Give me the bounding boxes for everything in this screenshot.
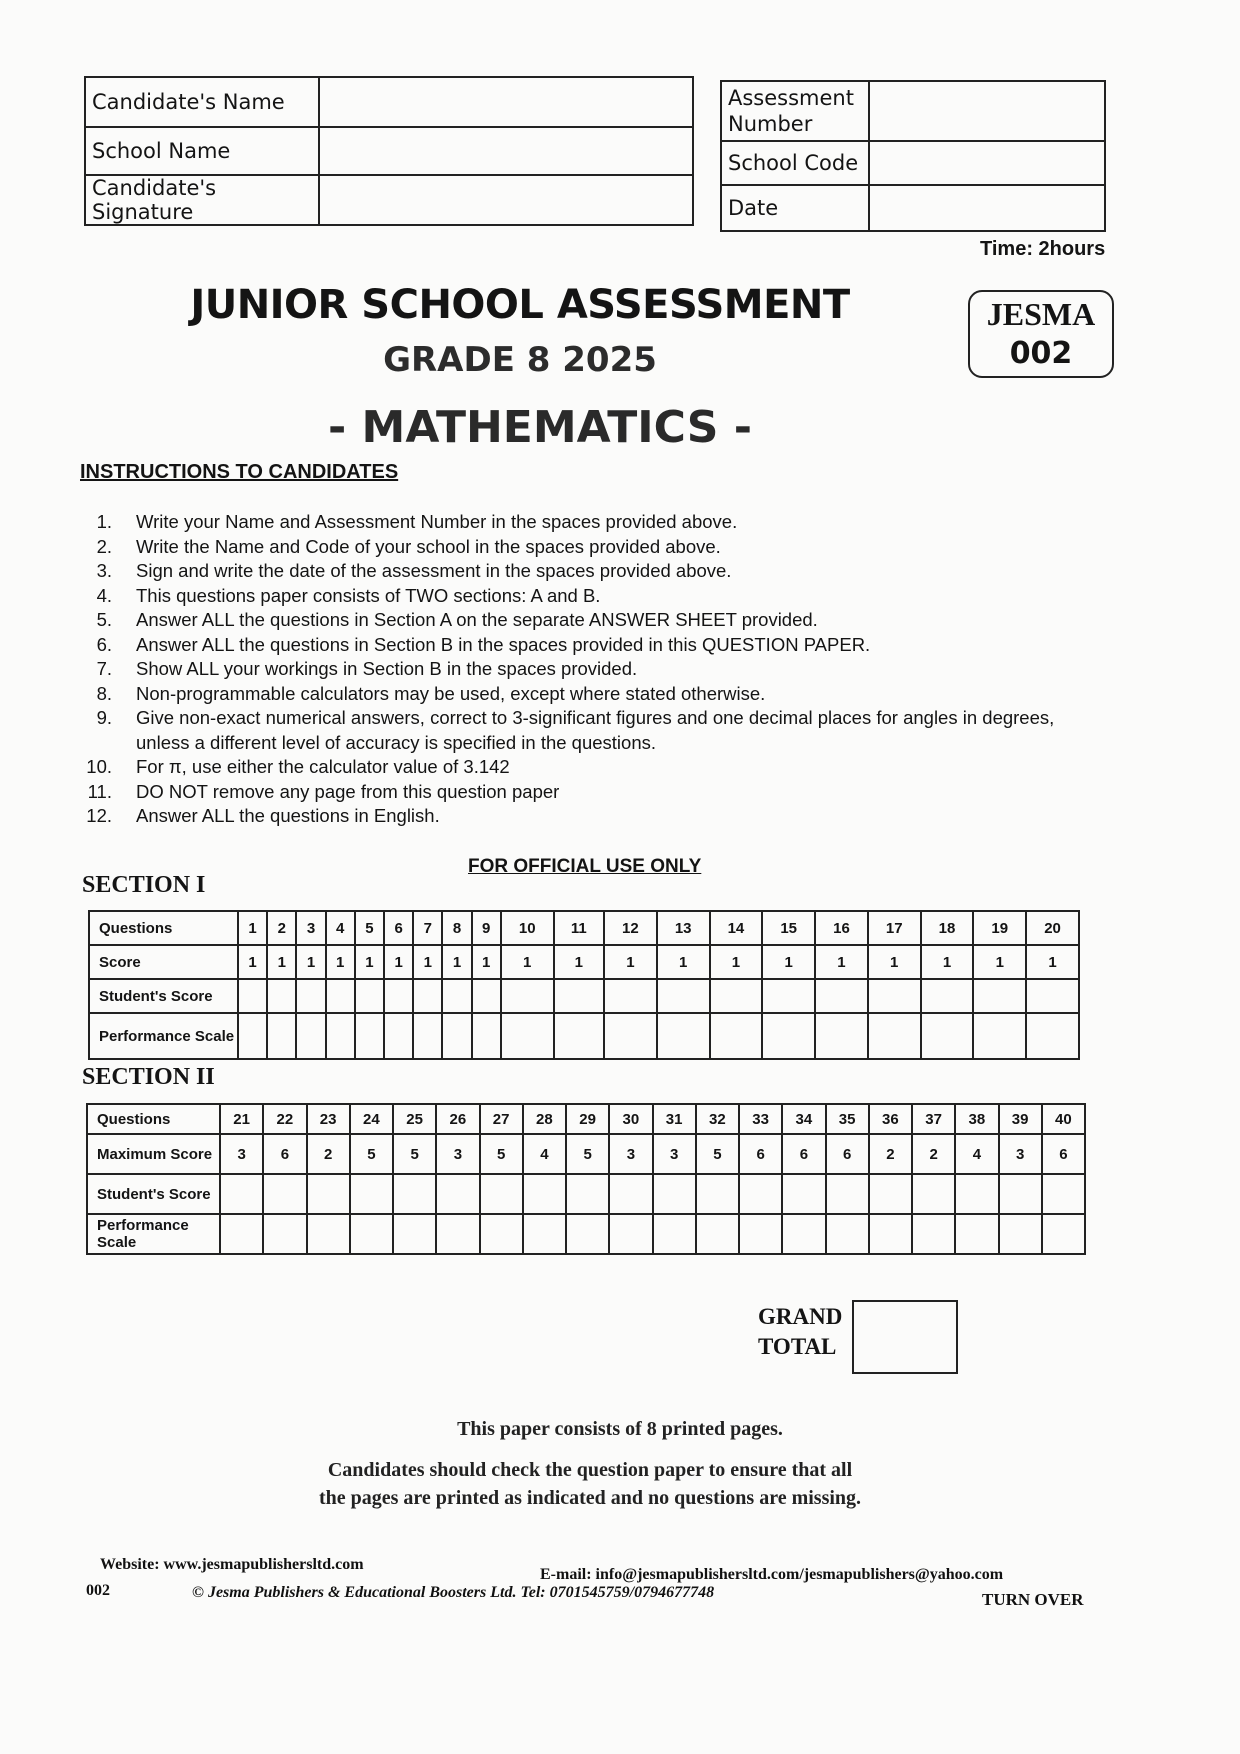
question-number-cell: 29 xyxy=(566,1104,609,1134)
student-score-cell[interactable] xyxy=(267,979,296,1013)
max-score-cell: 4 xyxy=(955,1134,998,1174)
student-score-cell[interactable] xyxy=(696,1174,739,1214)
question-number-cell: 24 xyxy=(350,1104,393,1134)
performance-scale-cell[interactable] xyxy=(696,1214,739,1254)
instruction-item xyxy=(78,706,1098,755)
date-field[interactable] xyxy=(869,185,1105,231)
jesma-badge xyxy=(968,290,1114,378)
candidate-name-label: Candidate's Name xyxy=(85,77,319,127)
question-number-cell: 33 xyxy=(739,1104,782,1134)
performance-scale-cell[interactable] xyxy=(267,1013,296,1059)
school-name-field[interactable] xyxy=(319,127,693,175)
badge-code: 002 xyxy=(1009,336,1073,371)
question-number-cell: 14 xyxy=(710,911,763,945)
performance-scale-cell[interactable] xyxy=(921,1013,974,1059)
max-score-cell: 1 xyxy=(472,945,501,979)
maximum-score-row xyxy=(87,1134,1085,1174)
question-number-cell: 2 xyxy=(267,911,296,945)
max-score-cell: 1 xyxy=(413,945,442,979)
instruction-number: 10. xyxy=(86,756,112,777)
max-score-cell: 5 xyxy=(696,1134,739,1174)
performance-scale-cell[interactable] xyxy=(220,1214,263,1254)
student-score-cell[interactable] xyxy=(442,979,471,1013)
student-score-cell[interactable] xyxy=(436,1174,479,1214)
max-score-cell: 1 xyxy=(238,945,267,979)
question-number-cell: 15 xyxy=(762,911,815,945)
instruction-number: 8. xyxy=(96,682,112,704)
question-number-cell: 27 xyxy=(480,1104,523,1134)
student-score-cell[interactable] xyxy=(384,979,413,1013)
max-score-cell: 3 xyxy=(436,1134,479,1174)
performance-scale-cell[interactable] xyxy=(263,1214,306,1254)
performance-scale-cell[interactable] xyxy=(739,1214,782,1254)
student-score-cell[interactable] xyxy=(480,1174,523,1214)
max-score-cell: 1 xyxy=(604,945,657,979)
question-number-cell: 32 xyxy=(696,1104,739,1134)
performance-scale-cell[interactable] xyxy=(955,1214,998,1254)
performance-scale-cell[interactable] xyxy=(566,1214,609,1254)
max-score-cell: 6 xyxy=(263,1134,306,1174)
question-number-cell: 7 xyxy=(413,911,442,945)
instruction-text: Write your Name and Assessment Number in the spaces provided above. xyxy=(136,511,738,532)
instructions-list xyxy=(78,510,1098,829)
student-score-cell[interactable] xyxy=(501,979,554,1013)
question-number-cell: 38 xyxy=(955,1104,998,1134)
student-score-cell[interactable] xyxy=(868,979,921,1013)
instruction-number: 2. xyxy=(96,535,112,557)
row-label: Score xyxy=(89,945,238,979)
max-score-cell: 1 xyxy=(384,945,413,979)
student-score-cell[interactable] xyxy=(238,979,267,1013)
student-score-cell[interactable] xyxy=(263,1174,306,1214)
grand-total-label: GRAND TOTAL xyxy=(758,1304,843,1359)
email-text: E-mail: info@jesmapublishersltd.com/jesmapublishers@yahoo.com xyxy=(540,1566,1004,1583)
performance-scale-cell[interactable] xyxy=(826,1214,869,1254)
instruction-number: 3. xyxy=(96,560,112,581)
performance-scale-cell[interactable] xyxy=(1026,1013,1079,1059)
instruction-text: Non-programmable calculators may be used, except where stated otherwise. xyxy=(136,682,766,704)
grade-year: GRADE 8 2025 xyxy=(383,340,657,380)
max-score-cell: 1 xyxy=(355,945,384,979)
performance-scale-cell[interactable] xyxy=(762,1013,815,1059)
instruction-text: Answer ALL the questions in English. xyxy=(136,805,440,826)
student-score-cell[interactable] xyxy=(554,979,604,1013)
question-number-cell: 1 xyxy=(238,911,267,945)
section-2-label: SECTION II xyxy=(82,1064,215,1090)
performance-scale-cell[interactable] xyxy=(710,1013,763,1059)
student-score-cell[interactable] xyxy=(999,1174,1042,1214)
max-score-cell: 2 xyxy=(307,1134,350,1174)
student-score-cell[interactable] xyxy=(869,1174,912,1214)
question-number-cell: 25 xyxy=(393,1104,436,1134)
instruction-item xyxy=(78,755,1098,780)
candidate-signature-field[interactable] xyxy=(319,175,693,225)
question-number-cell: 28 xyxy=(523,1104,566,1134)
performance-scale-row xyxy=(87,1214,1085,1254)
max-score-cell: 1 xyxy=(762,945,815,979)
copyright-text: © Jesma Publishers & Educational Boosters Ltd. Tel: 0701545759/0794677748 xyxy=(192,1584,715,1601)
instruction-number: 11. xyxy=(87,780,112,802)
max-score-cell: 1 xyxy=(1026,945,1079,979)
student-score-cell[interactable] xyxy=(710,979,763,1013)
subject-title: - MATHEMATICS - xyxy=(327,402,753,453)
performance-scale-cell[interactable] xyxy=(307,1214,350,1254)
turn-over-text: TURN OVER xyxy=(982,1590,1084,1609)
student-score-cell[interactable] xyxy=(350,1174,393,1214)
candidate-name-field[interactable] xyxy=(319,77,693,127)
max-score-cell: 2 xyxy=(869,1134,912,1174)
student-score-cell[interactable] xyxy=(973,979,1026,1013)
question-number-cell: 4 xyxy=(326,911,355,945)
max-score-cell: 1 xyxy=(501,945,554,979)
student-score-cell[interactable] xyxy=(921,979,974,1013)
student-score-cell[interactable] xyxy=(912,1174,955,1214)
performance-scale-cell[interactable] xyxy=(393,1214,436,1254)
instruction-item xyxy=(78,535,1098,560)
instruction-text: For π, use either the calculator value of 3.142 xyxy=(136,756,510,777)
row-label: Performance Scale xyxy=(89,1013,238,1059)
instruction-item xyxy=(78,584,1098,609)
max-score-cell: 3 xyxy=(999,1134,1042,1174)
page-count-note: This paper consists of 8 printed pages. xyxy=(457,1418,783,1440)
row-label: Maximum Score xyxy=(87,1134,220,1174)
instruction-item xyxy=(78,510,1098,535)
performance-scale-cell[interactable] xyxy=(413,1013,442,1059)
question-number-cell: 21 xyxy=(220,1104,263,1134)
check-pages-note xyxy=(0,1456,1180,1512)
question-number-cell: 19 xyxy=(973,911,1026,945)
instruction-item xyxy=(78,657,1098,682)
instruction-number: 12. xyxy=(86,805,112,826)
max-score-cell: 3 xyxy=(220,1134,263,1174)
student-score-cell[interactable] xyxy=(566,1174,609,1214)
student-score-cell[interactable] xyxy=(739,1174,782,1214)
instruction-number: 7. xyxy=(96,658,112,679)
question-number-cell: 23 xyxy=(307,1104,350,1134)
max-score-cell: 6 xyxy=(739,1134,782,1174)
student-score-cell[interactable] xyxy=(413,979,442,1013)
assessment-title: JUNIOR SCHOOL ASSESSMENT xyxy=(190,282,850,328)
paper-code: 002 xyxy=(86,1582,110,1599)
performance-scale-cell[interactable] xyxy=(912,1214,955,1254)
question-number-cell: 31 xyxy=(653,1104,696,1134)
instruction-text: Answer ALL the questions in Section B in the spaces provided in this QUESTION PAPER. xyxy=(136,633,871,655)
question-number-cell: 13 xyxy=(657,911,710,945)
max-score-cell: 1 xyxy=(296,945,325,979)
performance-scale-cell[interactable] xyxy=(472,1013,501,1059)
question-number-cell: 34 xyxy=(782,1104,825,1134)
max-score-cell: 3 xyxy=(653,1134,696,1174)
candidate-info-table xyxy=(84,76,694,226)
question-number-cell: 6 xyxy=(384,911,413,945)
max-score-cell: 1 xyxy=(267,945,296,979)
instruction-number: 6. xyxy=(96,633,112,655)
max-score-cell: 6 xyxy=(826,1134,869,1174)
max-score-cell: 6 xyxy=(782,1134,825,1174)
instruction-number: 1. xyxy=(96,511,112,532)
section-1-score-table xyxy=(88,910,1080,1060)
question-number-cell: 37 xyxy=(912,1104,955,1134)
performance-scale-cell[interactable] xyxy=(657,1013,710,1059)
instruction-number: 4. xyxy=(96,584,112,606)
performance-scale-cell[interactable] xyxy=(554,1013,604,1059)
badge-name: JESMA xyxy=(986,296,1096,332)
instruction-text: DO NOT remove any page from this question paper xyxy=(136,780,560,802)
max-score-cell: 5 xyxy=(480,1134,523,1174)
max-score-cell: 1 xyxy=(973,945,1026,979)
performance-scale-cell[interactable] xyxy=(355,1013,384,1059)
question-number-cell: 39 xyxy=(999,1104,1042,1134)
question-number-cell: 18 xyxy=(921,911,974,945)
section-2-score-table xyxy=(86,1103,1086,1255)
instruction-text: This questions paper consists of TWO sections: A and B. xyxy=(136,584,601,606)
performance-scale-cell[interactable] xyxy=(868,1013,921,1059)
max-score-cell: 5 xyxy=(350,1134,393,1174)
question-number-cell: 11 xyxy=(554,911,604,945)
max-score-cell: 1 xyxy=(710,945,763,979)
max-score-cell: 1 xyxy=(554,945,604,979)
question-number-cell: 40 xyxy=(1042,1104,1085,1134)
max-score-cell: 2 xyxy=(912,1134,955,1174)
performance-scale-cell[interactable] xyxy=(523,1214,566,1254)
performance-scale-cell[interactable] xyxy=(436,1214,479,1254)
row-label: Questions xyxy=(89,911,238,945)
max-score-cell: 1 xyxy=(815,945,868,979)
student-score-cell[interactable] xyxy=(955,1174,998,1214)
performance-scale-cell[interactable] xyxy=(296,1013,325,1059)
assessment-number-label: Assessment Number xyxy=(721,81,869,141)
question-number-cell: 35 xyxy=(826,1104,869,1134)
question-number-cell: 26 xyxy=(436,1104,479,1134)
student-score-cell[interactable] xyxy=(1026,979,1079,1013)
date-label: Date xyxy=(721,185,869,231)
performance-scale-cell[interactable] xyxy=(782,1214,825,1254)
max-score-cell: 1 xyxy=(868,945,921,979)
score-row xyxy=(89,945,1079,979)
row-label: Performance Scale xyxy=(87,1214,220,1254)
check-note-line-1: Candidates should check the question paper to ensure that all xyxy=(327,1459,853,1481)
performance-scale-cell[interactable] xyxy=(480,1214,523,1254)
student-score-cell[interactable] xyxy=(604,979,657,1013)
performance-scale-cell[interactable] xyxy=(815,1013,868,1059)
student-score-cell[interactable] xyxy=(326,979,355,1013)
question-number-cell: 10 xyxy=(501,911,554,945)
question-number-cell: 5 xyxy=(355,911,384,945)
question-number-cell: 36 xyxy=(869,1104,912,1134)
student-score-row xyxy=(87,1174,1085,1214)
max-score-cell: 1 xyxy=(442,945,471,979)
performance-scale-cell[interactable] xyxy=(869,1214,912,1254)
question-number-cell: 22 xyxy=(263,1104,306,1134)
performance-scale-cell[interactable] xyxy=(501,1013,554,1059)
student-score-cell[interactable] xyxy=(307,1174,350,1214)
max-score-cell: 5 xyxy=(393,1134,436,1174)
school-code-label: School Code xyxy=(721,141,869,185)
website-text: Website: www.jesmapublishersltd.com xyxy=(100,1556,364,1573)
student-score-cell[interactable] xyxy=(762,979,815,1013)
row-label: Questions xyxy=(87,1104,220,1134)
instruction-text: Show ALL your workings in Section B in the spaces provided. xyxy=(136,658,638,679)
student-score-row xyxy=(89,979,1079,1013)
question-number-cell: 16 xyxy=(815,911,868,945)
instruction-item xyxy=(78,804,1098,829)
max-score-cell: 1 xyxy=(657,945,710,979)
performance-scale-cell[interactable] xyxy=(653,1214,696,1254)
student-score-cell[interactable] xyxy=(609,1174,652,1214)
max-score-cell: 1 xyxy=(326,945,355,979)
instruction-item xyxy=(78,608,1098,633)
performance-scale-cell[interactable] xyxy=(1042,1214,1085,1254)
question-number-cell: 8 xyxy=(442,911,471,945)
time-allowed: Time: 2hours xyxy=(980,238,1106,260)
student-score-cell[interactable] xyxy=(1042,1174,1085,1214)
row-label: Student's Score xyxy=(87,1174,220,1214)
grand-total-box[interactable] xyxy=(852,1300,958,1374)
max-score-cell: 5 xyxy=(566,1134,609,1174)
question-number-cell: 12 xyxy=(604,911,657,945)
performance-scale-cell[interactable] xyxy=(999,1214,1042,1254)
student-score-cell[interactable] xyxy=(393,1174,436,1214)
student-score-cell[interactable] xyxy=(523,1174,566,1214)
student-score-cell[interactable] xyxy=(355,979,384,1013)
max-score-cell: 3 xyxy=(609,1134,652,1174)
student-score-cell[interactable] xyxy=(653,1174,696,1214)
max-score-cell: 4 xyxy=(523,1134,566,1174)
student-score-cell[interactable] xyxy=(296,979,325,1013)
candidate-signature-label: Candidate's Signature xyxy=(85,175,319,225)
official-use-heading: FOR OFFICIAL USE ONLY xyxy=(468,856,702,877)
school-name-label: School Name xyxy=(85,127,319,175)
instruction-text: Give non-exact numerical answers, correct to 3-significant figures and one decimal places for angles in degrees, unless a different level of accuracy is specified in the questions. xyxy=(136,707,1055,753)
instruction-number: 5. xyxy=(96,609,112,630)
student-score-cell[interactable] xyxy=(472,979,501,1013)
instruction-item xyxy=(78,633,1098,658)
assessment-info-table xyxy=(720,80,1106,232)
question-number-cell: 9 xyxy=(472,911,501,945)
question-number-cell: 20 xyxy=(1026,911,1079,945)
instruction-item xyxy=(78,682,1098,707)
student-score-cell[interactable] xyxy=(826,1174,869,1214)
instruction-text: Sign and write the date of the assessment in the spaces provided above. xyxy=(136,560,732,581)
questions-row xyxy=(89,911,1079,945)
performance-scale-cell[interactable] xyxy=(604,1013,657,1059)
instruction-text: Answer ALL the questions in Section A on the separate ANSWER SHEET provided. xyxy=(136,609,818,630)
school-code-field[interactable] xyxy=(869,141,1105,185)
check-note-line-2: the pages are printed as indicated and no questions are missing. xyxy=(318,1487,862,1509)
performance-scale-cell[interactable] xyxy=(238,1013,267,1059)
instructions-heading: INSTRUCTIONS TO CANDIDATES xyxy=(80,461,399,483)
student-score-cell[interactable] xyxy=(782,1174,825,1214)
performance-scale-cell[interactable] xyxy=(973,1013,1026,1059)
performance-scale-cell[interactable] xyxy=(384,1013,413,1059)
section-1-label: SECTION I xyxy=(82,872,206,898)
student-score-cell[interactable] xyxy=(657,979,710,1013)
instruction-item xyxy=(78,559,1098,584)
performance-scale-cell[interactable] xyxy=(326,1013,355,1059)
performance-scale-cell[interactable] xyxy=(442,1013,471,1059)
performance-scale-cell[interactable] xyxy=(350,1214,393,1254)
max-score-cell: 1 xyxy=(921,945,974,979)
performance-scale-cell[interactable] xyxy=(609,1214,652,1254)
question-number-cell: 17 xyxy=(868,911,921,945)
instruction-item xyxy=(78,780,1098,805)
max-score-cell: 6 xyxy=(1042,1134,1085,1174)
question-number-cell: 30 xyxy=(609,1104,652,1134)
student-score-cell[interactable] xyxy=(220,1174,263,1214)
row-label: Student's Score xyxy=(89,979,238,1013)
question-number-cell: 3 xyxy=(296,911,325,945)
assessment-number-field[interactable] xyxy=(869,81,1105,141)
instruction-number: 9. xyxy=(96,707,112,728)
instruction-text: Write the Name and Code of your school in the spaces provided above. xyxy=(136,535,721,557)
questions-row xyxy=(87,1104,1085,1134)
student-score-cell[interactable] xyxy=(815,979,868,1013)
performance-scale-row xyxy=(89,1013,1079,1059)
